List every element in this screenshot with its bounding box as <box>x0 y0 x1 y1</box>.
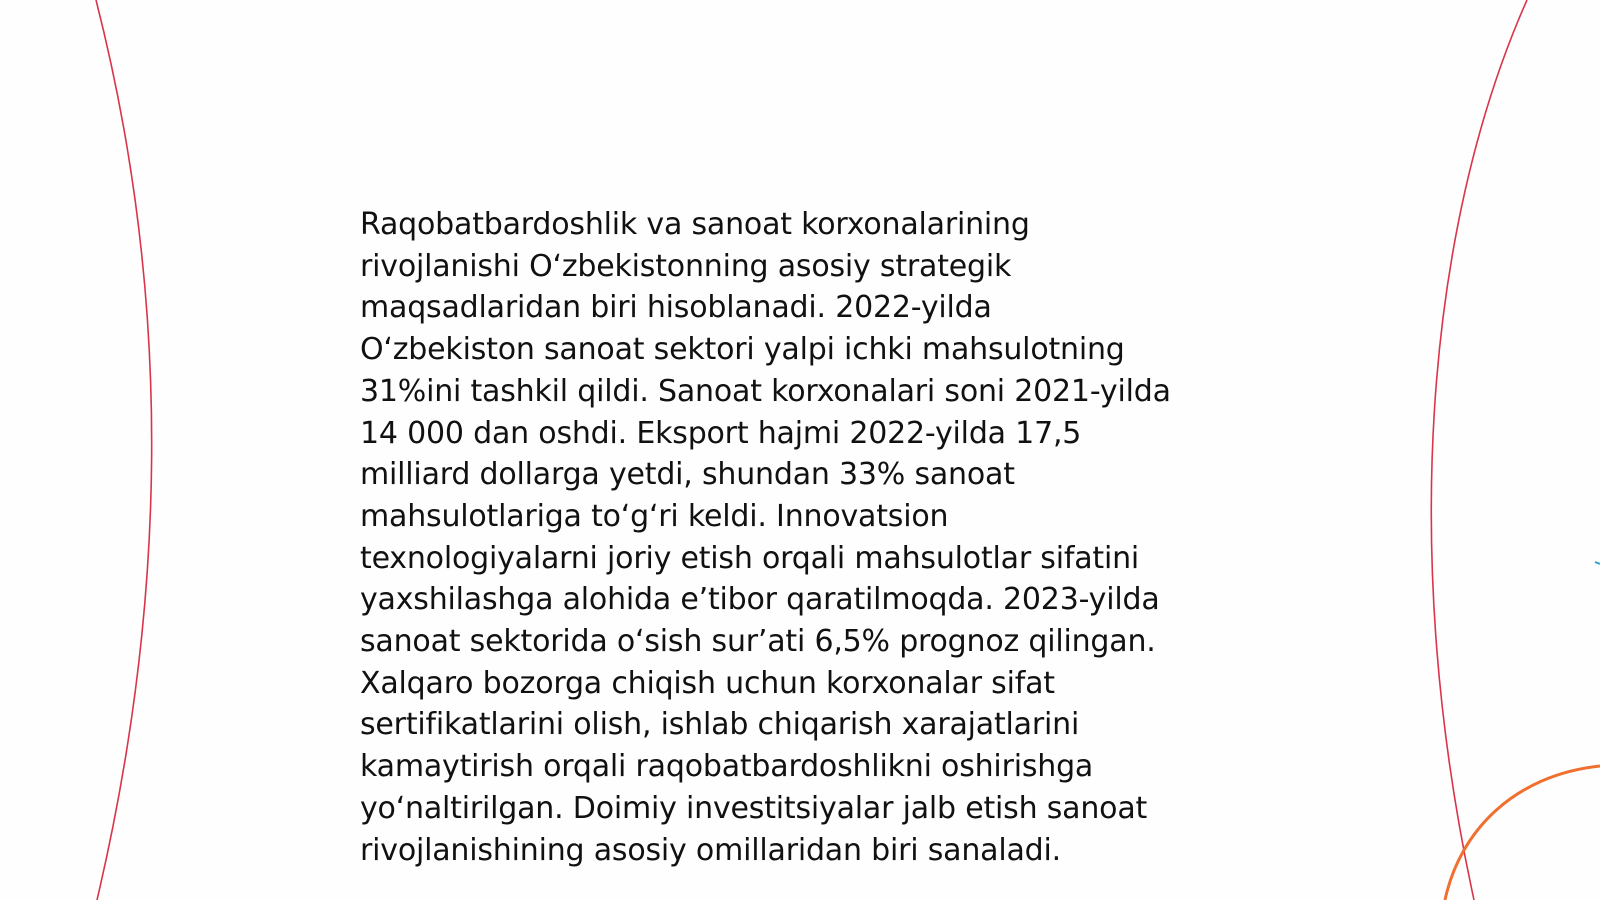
teal-mark <box>1595 562 1600 564</box>
left-curve <box>96 0 152 900</box>
body-paragraph: Raqobatbardoshlik va sanoat korxonalarining rivojlanishi O‘zbekistonning asosiy strategik maqsadlaridan biri hisoblanadi. 2022-yilda O‘zbekiston sanoat sektori yalpi ichki mahsulotning 31%ini tashkil qildi. Sanoat korxonalari soni 2021-yilda 14 000 dan oshdi. Eksport hajmi 2022-yilda 17,5 milliard dollarga yetdi, shundan 33% sanoat mahsulotlariga to‘g‘ri keldi. Innovatsion texnologiyalarni joriy etish orqali mahsulotlar sifatini yaxshilashga alohida e’tibor qaratilmoqda. 2023-yilda sanoat sektorida o‘sish sur’ati 6,5% prognoz qilingan. Xalqaro bozorga chiqish uchun korxonalar sifat sertifikatlarini olish, ishlab chiqarish xarajatlarini kamaytirish orqali raqobatbardoshlikni oshirishga yo‘naltirilgan. Doimiy investitsiyalar jalb etish sanoat rivojlanishining asosiy omillaridan biri sanaladi. <box>360 207 1171 868</box>
orange-arc <box>1445 766 1600 900</box>
right-curve <box>1431 0 1527 900</box>
